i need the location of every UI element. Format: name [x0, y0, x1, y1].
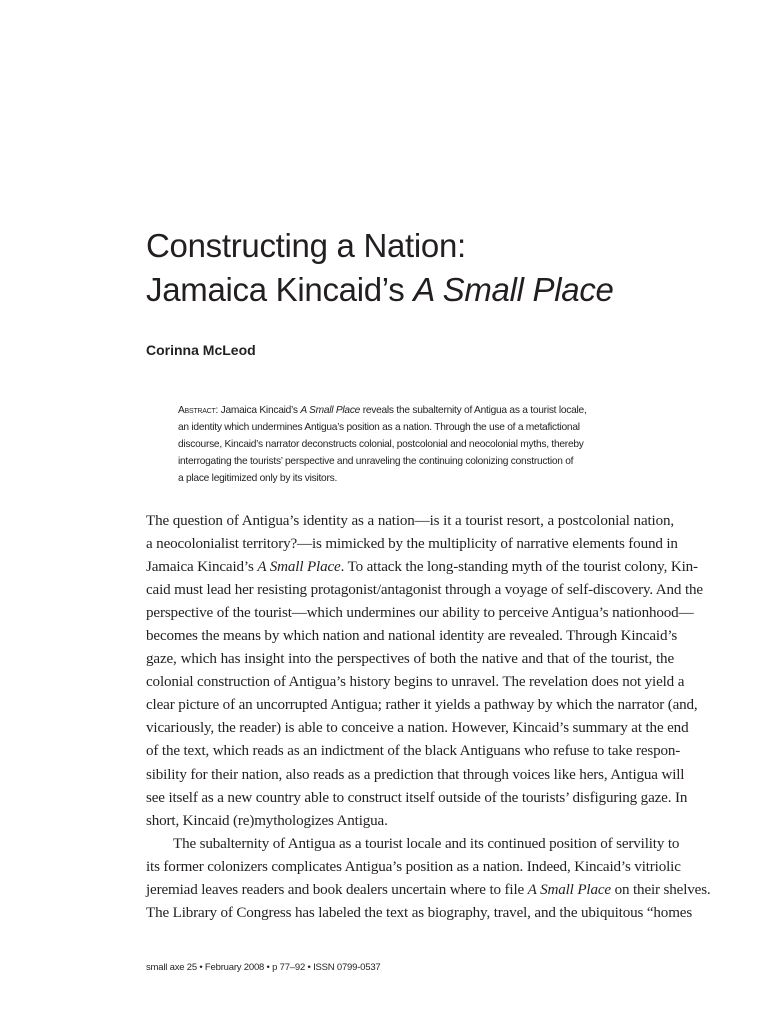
text-line: perspective of the tourist—which undermines our ability to perceive Antigua’s nationhood—: [146, 605, 694, 622]
journal-footer: small axe 25 • February 2008 • p 77–92 • ISSN 0799-0537: [146, 962, 381, 973]
abstract-line: [178, 402, 664, 419]
abstract-line: interrogating the tourists’ perspective and unraveling the continuing colonizing construction of: [178, 456, 574, 467]
text-line: gaze, which has insight into the perspectives of both the native and that of the tourist, the: [146, 651, 674, 668]
text-line: vicariously, the reader) is able to conceive a nation. However, Kincaid’s summary at the end: [146, 720, 689, 737]
author-name: Corinna McLeod: [146, 342, 256, 358]
abstract-text: Jamaica Kincaid’s: [218, 405, 301, 416]
text-line: see itself as a new country able to construct itself outside of the tourists’ disfiguring gaze. In: [146, 789, 688, 806]
paragraph-1: [146, 510, 703, 833]
abstract-text: reveals the subalternity of Antigua as a tourist locale,: [360, 405, 587, 416]
text-line: [146, 556, 698, 579]
article-title-line-2: [146, 270, 614, 310]
text-segment: . To attack the long-standing myth of the tourist colony, Kin-: [340, 559, 698, 576]
text-line: caid must lead her resisting protagonist/antagonist through a voyage of self-discovery. And the: [146, 582, 703, 599]
text-line: becomes the means by which nation and national identity are revealed. Through Kincaid’s: [146, 628, 678, 645]
book-title: A Small Place: [527, 881, 611, 898]
text-line: short, Kincaid (re)mythologizes Antigua.: [146, 812, 388, 829]
text-line: The subalternity of Antigua as a tourist locale and its continued position of servility to: [173, 835, 680, 852]
text-line: The question of Antigua’s identity as a nation—is it a tourist resort, a postcolonial nation,: [146, 513, 674, 529]
text-line: sibility for their nation, also reads as a prediction that through voices like hers, Antigua will: [146, 766, 685, 783]
abstract-line: discourse, Kincaid’s narrator deconstructs colonial, postcolonial and neocolonial myths, thereby: [178, 439, 584, 450]
text-segment: Jamaica Kincaid’s: [146, 559, 258, 576]
text-segment: jeremiad leaves readers and book dealers uncertain where to file: [146, 881, 528, 898]
abstract-label: Abstract:: [178, 405, 219, 416]
title-book-name: A Small Place: [413, 271, 614, 308]
book-title: A Small Place: [257, 559, 341, 576]
paragraph-2: [146, 833, 711, 925]
abstract-book-name: A Small Place: [300, 405, 361, 416]
text-line: [146, 879, 711, 902]
text-line: clear picture of an uncorrupted Antigua; rather it yields a pathway by which the narrator (and,: [146, 697, 698, 714]
text-line: a neocolonialist territory?—is mimicked by the multiplicity of narrative elements found in: [146, 536, 678, 553]
abstract-line: an identity which undermines Antigua’s position as a nation. Through the use of a metafictional: [178, 422, 580, 433]
title-prefix: Jamaica Kincaid’s: [146, 271, 414, 308]
body-text: [146, 510, 711, 925]
text-line: of the text, which reads as an indictment of the black Antiguans who refuse to take respon-: [146, 743, 681, 760]
text-line: The Library of Congress has labeled the text as biography, travel, and the ubiquitous “homes: [146, 904, 693, 921]
text-line: colonial construction of Antigua’s history begins to unravel. The revelation does not yield a: [146, 674, 685, 691]
text-line: its former colonizers complicates Antigua’s position as a nation. Indeed, Kincaid’s vitriolic: [146, 858, 681, 875]
article-title-line-1: Constructing a Nation:: [146, 227, 466, 264]
abstract-line: a place legitimized only by its visitors.: [178, 473, 338, 484]
abstract: [178, 402, 664, 487]
text-segment: on their shelves.: [610, 881, 711, 898]
